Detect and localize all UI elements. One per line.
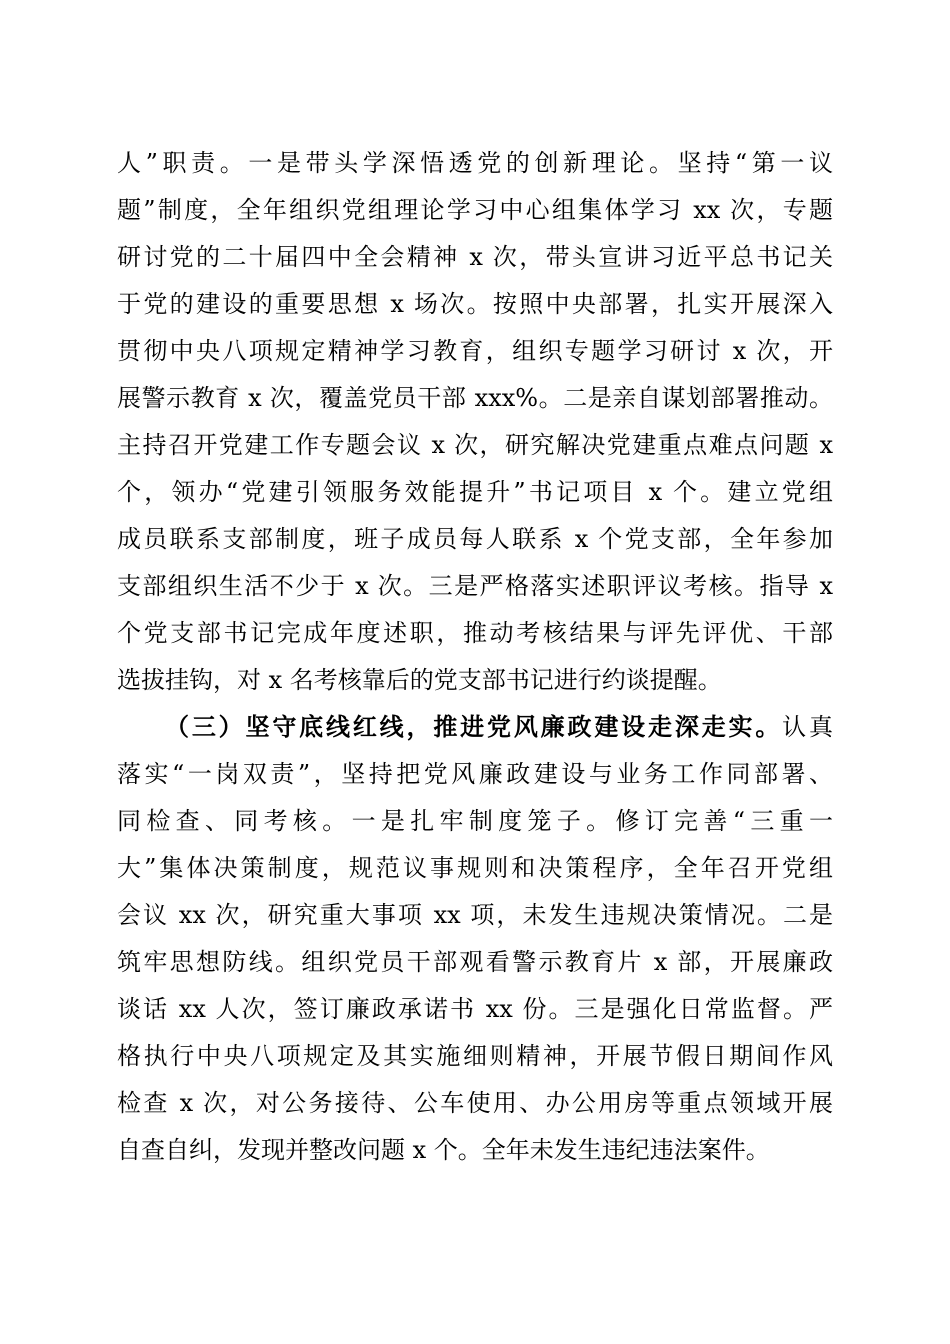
paragraph-line: 筑牢思想防线。组织党员干部观看警示教育片 x 部，开展廉政 (117, 948, 833, 976)
paragraph-line: 格执行中央八项规定及其实施细则精神，开展节假日期间作风 (117, 1042, 833, 1070)
paragraph-line: 落实“一岗双责”，坚持把党风廉政建设与业务工作同部署、 (117, 760, 833, 788)
paragraph-line: 个党支部书记完成年度述职，推动考核结果与评先评优、干部 (117, 619, 833, 647)
paragraph-line: 大”集体决策制度，规范议事规则和决策程序，全年召开党组 (117, 854, 833, 882)
paragraph-line: 检查 x 次，对公务接待、公车使用、办公用房等重点领域开展 (117, 1089, 833, 1117)
paragraph-line: 研讨党的二十届四中全会精神 x 次，带头宣讲习近平总书记关 (117, 243, 833, 271)
paragraph-line: 展警示教育 x 次，覆盖党员干部 xxx%。二是亲自谋划部署推动。 (117, 384, 833, 412)
paragraph-line: 贯彻中央八项规定精神学习教育，组织专题学习研讨 x 次，开 (117, 337, 833, 365)
paragraph-line: 选拔挂钩，对 x 名考核靠后的党支部书记进行约谈提醒。 (117, 666, 722, 694)
paragraph-line: 于党的建设的重要思想 x 场次。按照中央部署，扎实开展深入 (117, 290, 833, 318)
paragraph-line: 同检查、同考核。一是扎牢制度笼子。修订完善“三重一 (117, 807, 833, 835)
paragraph-line: 题”制度，全年组织党组理论学习中心组集体学习 xx 次，专题 (117, 196, 833, 224)
section-lead-text: 认真 (782, 713, 834, 741)
section-heading-line (165, 707, 833, 747)
paragraph-line: 成员联系支部制度，班子成员每人联系 x 个党支部，全年参加 (117, 525, 833, 553)
paragraph-line: 个，领办“党建引领服务效能提升”书记项目 x 个。建立党组 (117, 478, 833, 506)
paragraph-line: 会议 xx 次，研究重大事项 xx 项，未发生违规决策情况。二是 (117, 901, 833, 929)
paragraph-line: 主持召开党建工作专题会议 x 次，研究解决党建重点难点问题 x (117, 431, 833, 459)
paragraph-line: 谈话 xx 人次，签订廉政承诺书 xx 份。三是强化日常监督。严 (117, 995, 833, 1023)
paragraph-line: 支部组织生活不少于 x 次。三是严格落实述职评议考核。指导 x (117, 572, 833, 600)
section-heading: （三）坚守底线红线，推进党风廉政建设走深走实。 (165, 712, 783, 741)
paragraph-line: 人”职责。一是带头学深悟透党的创新理论。坚持“第一议 (117, 149, 833, 177)
paragraph-line: 自查自纠，发现并整改问题 x 个。全年未发生违纪违法案件。 (117, 1136, 770, 1164)
